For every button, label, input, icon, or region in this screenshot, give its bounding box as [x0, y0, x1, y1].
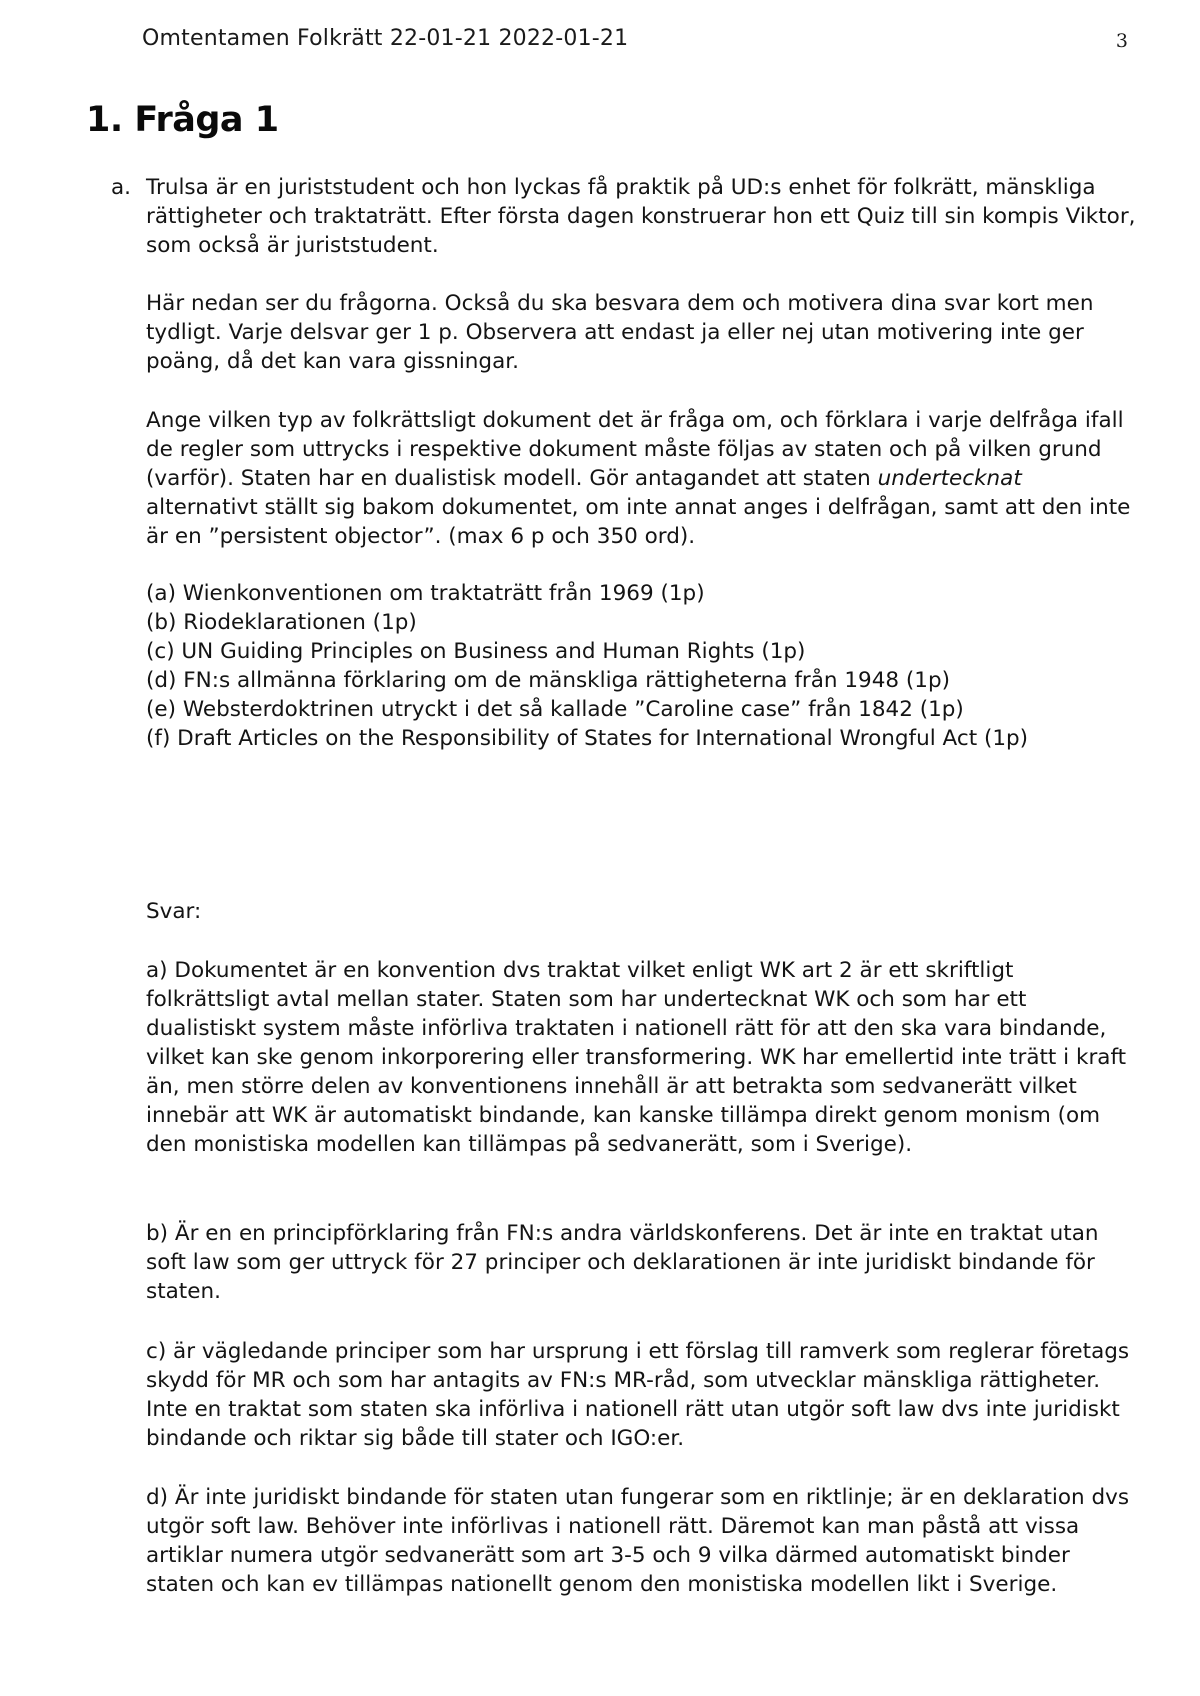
page-number: 3: [1115, 30, 1128, 52]
answer-a: a) Dokumentet är en konvention dvs traktat vilket enligt WK art 2 är ett skriftligt folkrättsligt avtal mellan stater. Staten som har undertecknat WK och som har ett dualistiskt system måste införliva traktaten i nationell rätt för att den ska vara bindande, vilket kan ske genom inkorporering eller transformering. WK har emellertid inte trätt i kraft än, men större delen av konventionens innehåll är att betrakta som sedvanerätt vilket innebär att WK är automatiskt bindande, kan kanske tillämpa direkt genom monism (om den monistiska modellen kan tillämpas på sedvanerätt, som i Sverige).: [146, 958, 1127, 1157]
task-text-after: alternativt ställt sig bakom dokumentet, om inte annat anges i delfrågan, samt att den inte är en ”persistent objector”. (max 6 p och 350 ord).: [146, 495, 1131, 549]
question-task: [146, 406, 1136, 551]
answer-c-block: [146, 1337, 1136, 1453]
question-intro: Trulsa är en juriststudent och hon lyckas få praktik på UD:s enhet för folkrätt, mänskliga rättigheter och traktaträtt. Efter första dagen konstruerar hon ett Quiz till sin kompis Viktor, som också är juriststudent.: [146, 175, 1136, 258]
question-instructions: Här nedan ser du frågorna. Också du ska besvara dem och motivera dina svar kort men tydligt. Varje delsvar ger 1 p. Observera att endast ja eller nej utan motivering inte ger poäng, då det kan vara gissningar.: [146, 291, 1094, 374]
task-text-before: Ange vilken typ av folkrättsligt dokument det är fråga om, och förklara i varje delfråga ifall de regler som uttrycks i respektive dokument måste följas av staten och på vilken grund (varför). Staten har en dualistisk modell. Gör antagandet att staten: [146, 408, 1124, 491]
answer-c: c) är vägledande principer som har ursprung i ett förslag till ramverk som reglerar företags skydd för MR och som har antagits av FN:s MR-råd, som utvecklar mänskliga rättigheter. Inte en traktat som staten ska införliva i nationell rätt utan utgör soft law dvs inte juridiskt bindande och riktar sig både till stater och IGO:er.: [146, 1339, 1130, 1451]
question-intro-block: [146, 173, 1136, 260]
answer-a-block: [146, 956, 1136, 1159]
subquestion-item: (c) UN Guiding Principles on Business and Human Rights (1p): [146, 639, 806, 664]
question-marker: a.: [111, 175, 132, 200]
answer-label-block: [146, 897, 1136, 926]
question-task-block: [146, 406, 1136, 551]
answer-d: d) Är inte juridiskt bindande för staten utan fungerar som en riktlinje; är en deklaration dvs utgör soft law. Behöver inte införlivas i nationell rätt. Däremot kan man påstå att vissa artiklar numera utgör sedvanerätt som art 3-5 och 9 vilka därmed automatiskt binder staten och kan ev tillämpas nationellt genom den monistiska modellen likt i Sverige.: [146, 1485, 1130, 1597]
page-header-title: Omtentamen Folkrätt 22-01-21 2022-01-21: [142, 26, 629, 51]
subquestion-item: (d) FN:s allmänna förklaring om de mänskliga rättigheterna från 1948 (1p): [146, 668, 951, 693]
answer-label: Svar:: [146, 899, 202, 924]
subquestion-item: (a) Wienkonventionen om traktaträtt från 1969 (1p): [146, 581, 705, 606]
subquestion-item: (f) Draft Articles on the Responsibility of States for International Wrongful Act (1p): [146, 726, 1029, 751]
task-text-emphasis: undertecknat: [877, 466, 1022, 491]
subquestion-item: (e) Websterdoktrinen utryckt i det så kallade ”Caroline case” från 1842 (1p): [146, 697, 964, 722]
question-instructions-block: [146, 289, 1136, 376]
answer-d-block: [146, 1483, 1136, 1599]
answer-b: b) Är en en principförklaring från FN:s andra världskonferens. Det är inte en traktat utan soft law som ger uttryck för 27 principer och deklarationen är inte juridiskt bindande för staten.: [146, 1221, 1099, 1304]
subquestion-list: [146, 579, 1136, 753]
question-heading: 1. Fråga 1: [86, 100, 279, 140]
answer-b-block: [146, 1219, 1136, 1306]
subquestion-item: (b) Riodeklarationen (1p): [146, 610, 417, 635]
